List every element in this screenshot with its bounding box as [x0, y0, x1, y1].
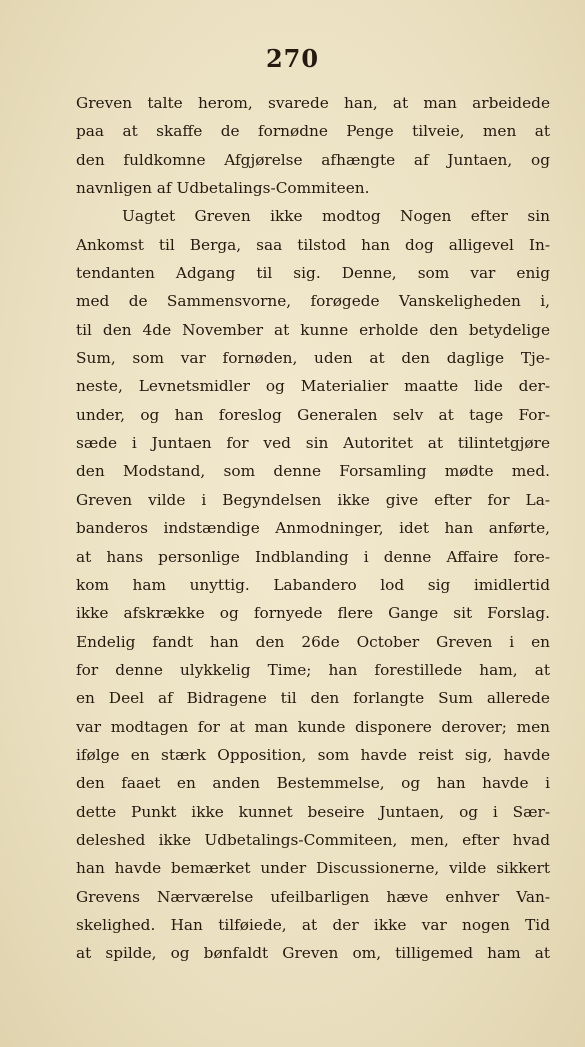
text-line: ifølge en stærk Opposition, som havde reist sig, havde	[76, 745, 550, 764]
text-line: for denne ulykkelig Time; han forestillede ham, at	[76, 660, 550, 679]
text-line: at hans personlige Indblanding i denne Affaire fore-	[76, 547, 550, 566]
text-line: kom ham unyttig. Labandero lod sig imidlertid	[76, 575, 550, 594]
body-text	[76, 89, 550, 968]
text-line: Grevens Nærværelse ufeilbarligen hæve enhver Van-	[76, 887, 550, 906]
text-line: han havde bemærket under Discussionerne, vilde sikkert	[76, 859, 550, 878]
text-line: dette Punkt ikke kunnet beseire Juntaen, og i Sær-	[76, 802, 550, 821]
text-line: at spilde, og bønfaldt Greven om, tilligemed ham at	[76, 944, 550, 963]
text-line: sæde i Juntaen for ved sin Autoritet at tilintetgjøre	[76, 434, 550, 453]
text-line: banderos indstændige Anmodninger, idet han anførte,	[76, 519, 550, 538]
text-line: en Deel af Bidragene til den forlangte Sum allerede	[76, 689, 550, 708]
text-line: deleshed ikke Udbetalings-Commiteen, men, efter hvad	[76, 830, 550, 849]
text-line: Sum, som var fornøden, uden at den daglige Tje-	[76, 349, 550, 368]
text-line: ikke afskrække og fornyede flere Gange sit Forslag.	[76, 604, 550, 623]
text-line: Greven talte herom, svarede han, at man arbeidede	[76, 94, 550, 112]
text-line: den faaet en anden Bestemmelse, og han havde i	[76, 774, 550, 793]
text-line: den Modstand, som denne Forsamling mødte med.	[76, 462, 550, 481]
text-line: Uagtet Greven ikke modtog Nogen efter sin	[122, 207, 550, 226]
page-number: 270	[265, 44, 320, 73]
text-line: med de Sammensvorne, forøgede Vanskeligheden i,	[76, 292, 550, 311]
text-line: neste, Levnetsmidler og Materialier maatte lide der-	[76, 377, 550, 396]
text-line: Ankomst til Berga, saa tilstod han dog alligevel In-	[76, 235, 550, 254]
text-line: til den 4de November at kunne erholde den betydelige	[76, 320, 550, 339]
text-line: skelighed. Han tilføiede, at der ikke var nogen Tid	[76, 915, 550, 934]
text-line: Endelig fandt han den 26de October Greven i en	[76, 632, 550, 651]
text-line: paa at skaffe de fornødne Penge tilveie, men at	[76, 122, 550, 141]
text-line: under, og han foreslog Generalen selv at tage For-	[76, 405, 550, 424]
text-line: navnligen af Udbetalings-Commiteen.	[76, 179, 370, 198]
text-line: var modtagen for at man kunde disponere derover; men	[76, 717, 550, 736]
text-line: tendanten Adgang til sig. Denne, som var enig	[76, 264, 550, 283]
text-line: den fuldkomne Afgjørelse afhængte af Juntaen, og	[76, 150, 550, 169]
text-line: Greven vilde i Begyndelsen ikke give efter for La-	[76, 490, 550, 509]
